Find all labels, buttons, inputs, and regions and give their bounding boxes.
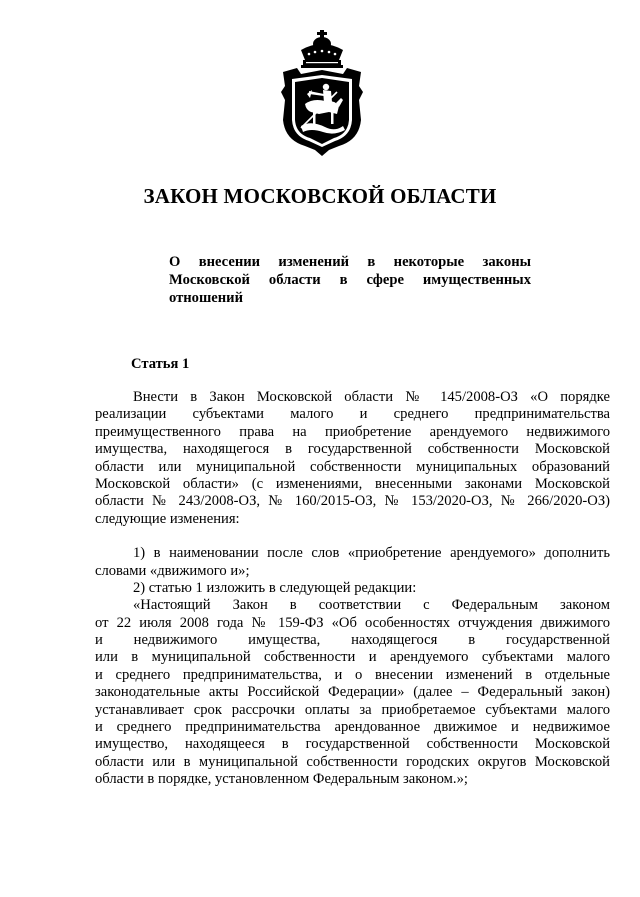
quote-line: и среднего предпринимательства арендованное движимое и недвижимое [95, 719, 610, 736]
quote-line: или в муниципальной собственности и арендуемого субъектами малого [95, 649, 610, 666]
quote-line: и недвижимого имущества, находящегося в государственной [95, 632, 610, 649]
list-item-line: 1) в наименовании после слов «приобретение арендуемого» дополнить [133, 545, 610, 562]
paragraph-line: области или муниципальной собственности муниципальных образований [95, 458, 610, 475]
subtitle-line: О внесении изменений в некоторые законы [169, 254, 531, 270]
document-title: ЗАКОН МОСКОВСКОЙ ОБЛАСТИ [143, 184, 497, 208]
document-body [95, 389, 610, 789]
document-subtitle [169, 253, 531, 307]
quote-line: устанавливает срок рассрочки оплаты за приобретаемое субъектами малого [95, 701, 610, 718]
quote-line: законодательные акты Российской Федерации» (далее – Федеральный закон) [95, 684, 610, 701]
subtitle-line: Московской области в сфере имущественных [169, 272, 531, 288]
subtitle-line: отношений [169, 290, 244, 306]
list-item-line: словами «движимого и»; [95, 562, 250, 579]
quote-line: и среднего предпринимательства, и о внесении изменений в отдельные [95, 666, 610, 683]
quote-line: области в порядке, установленном Федеральным законом.»; [95, 771, 468, 788]
quote-line: «Настоящий Закон в соответствии с Федеральным законом [133, 597, 610, 614]
quote-line: от 22 июля 2008 года № 159-ФЗ «Об особенностях отчуждения движимого [95, 614, 610, 631]
paragraph-line: имущества, находящегося в государственной собственности Московской [95, 441, 610, 458]
paragraph-line: следующие изменения: [95, 510, 240, 527]
article-heading: Статья 1 [131, 356, 190, 372]
paragraph-line: реализации субъектами малого и среднего предпринимательства [95, 406, 610, 423]
quote-line: имущество, находящееся в государственной собственности Московской [95, 736, 610, 753]
coat-of-arms-icon [279, 28, 365, 158]
list-item-line: 2) статью 1 изложить в следующей редакции: [133, 579, 417, 596]
paragraph-line: области № 243/2008-ОЗ, № 160/2015-ОЗ, № 153/2020-ОЗ, № 266/2020-ОЗ) [95, 493, 610, 510]
paragraph-line: Московской области» (с изменениями, внесенными законами Московской [95, 475, 610, 492]
paragraph-line: преимущественного права на приобретение арендуемого недвижимого [95, 423, 610, 440]
quote-line: области или в муниципальной собственности городских округов Московской [95, 753, 610, 770]
paragraph-line: Внести в Закон Московской области № 145/2008-ОЗ «О порядке [133, 389, 610, 405]
